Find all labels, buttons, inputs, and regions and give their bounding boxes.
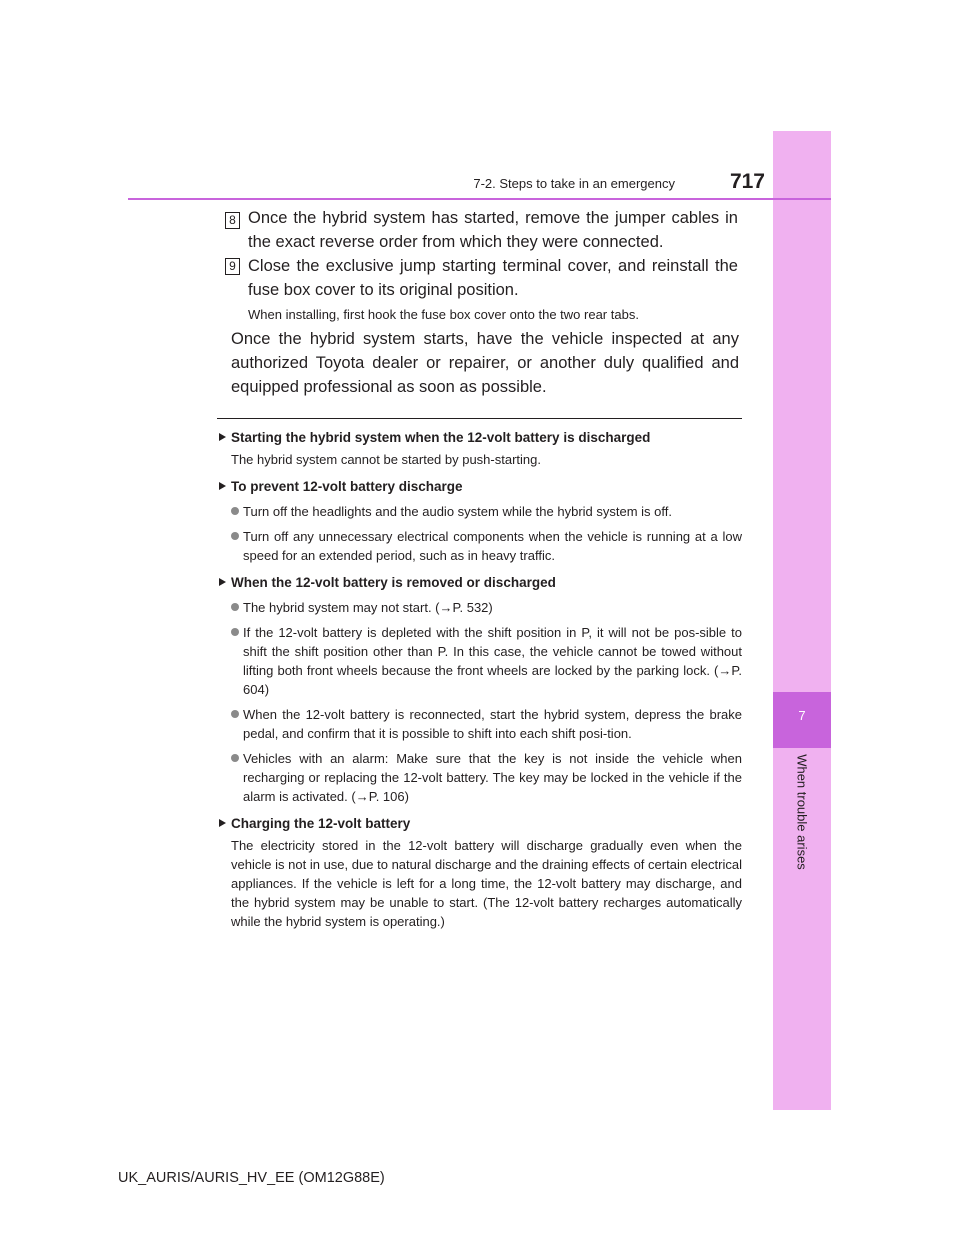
step-number-badge: 9 bbox=[225, 258, 240, 275]
triangle-bullet-icon bbox=[219, 819, 226, 827]
notes-section bbox=[219, 428, 742, 931]
step-text: Once the hybrid system has started, remove the jumper cables in the exact reverse order from which they were connected. bbox=[248, 209, 738, 251]
note-bullet bbox=[219, 749, 742, 806]
chapter-number: 7 bbox=[798, 708, 806, 723]
note-heading-text: To prevent 12-volt battery discharge bbox=[231, 479, 463, 494]
note-heading-text: Starting the hybrid system when the 12-volt battery is discharged bbox=[231, 430, 651, 445]
bullet-dot-icon bbox=[231, 710, 239, 718]
page-number: 717 bbox=[729, 170, 765, 193]
note-bullet bbox=[219, 527, 742, 565]
triangle-bullet-icon bbox=[219, 433, 226, 441]
header-rule bbox=[128, 198, 831, 200]
step-note: When installing, first hook the fuse box cover onto the two rear tabs. bbox=[248, 307, 639, 322]
step-number-badge: 8 bbox=[225, 212, 240, 229]
section-divider bbox=[217, 418, 742, 419]
bullet-dot-icon bbox=[231, 507, 239, 515]
note-body: The electricity stored in the 12-volt battery will discharge gradually even when the vehicle is not in use, due to natural discharge and the draining effects of certain electrical appliances. If the vehicle is left for a long time, the 12-volt battery may discharge, and the hybrid system may be unable to start. (The 12-volt battery recharges automatically while the hybrid system is operating.) bbox=[231, 838, 742, 929]
note-bullet-text: If the 12-volt battery is depleted with the shift position in P, it will not be pos-sible to shift the shift position other than P. In this case, the vehicle cannot be towed without lifting both front wheels because the front wheels are locked by the parking lock. (→P. 604) bbox=[243, 625, 742, 697]
note-heading-text: When the 12-volt battery is removed or discharged bbox=[231, 575, 556, 590]
triangle-bullet-icon bbox=[219, 578, 226, 586]
note-heading bbox=[219, 814, 742, 833]
note-heading bbox=[219, 428, 742, 447]
note-bullet-text: Turn off the headlights and the audio system while the hybrid system is off. bbox=[243, 504, 672, 519]
bullet-dot-icon bbox=[231, 532, 239, 540]
chapter-side-tab bbox=[773, 131, 831, 1110]
bullet-dot-icon bbox=[231, 628, 239, 636]
step-text: Close the exclusive jump starting terminal cover, and reinstall the fuse box cover to its original position. bbox=[248, 257, 738, 299]
document-footer: UK_AURIS/AURIS_HV_EE (OM12G88E) bbox=[118, 1170, 385, 1186]
note-bullet bbox=[219, 598, 742, 617]
chapter-title: When trouble arises bbox=[794, 754, 810, 870]
note-heading bbox=[219, 477, 742, 496]
triangle-bullet-icon bbox=[219, 482, 226, 490]
note-heading-text: Charging the 12-volt battery bbox=[231, 816, 411, 831]
note-body: The hybrid system cannot be started by push-starting. bbox=[231, 452, 541, 467]
bullet-dot-icon bbox=[231, 754, 239, 762]
note-bullet-text: When the 12-volt battery is reconnected, start the hybrid system, depress the brake pedal, and confirm that it is possible to shift into each shift posi-tion. bbox=[243, 707, 742, 741]
note-bullet-text: The hybrid system may not start. (→P. 532) bbox=[243, 600, 493, 615]
note-bullet-text: Vehicles with an alarm: Make sure that the key is not inside the vehicle when recharging or replacing the 12-volt battery. The key may be locked in the vehicle if the alarm is activated. (→P. 106) bbox=[243, 751, 742, 804]
closing-paragraph: Once the hybrid system starts, have the vehicle inspected at any authorized Toyota dealer or repairer, or another duly qualified and equipped professional as soon as possible. bbox=[231, 330, 739, 396]
bullet-dot-icon bbox=[231, 603, 239, 611]
note-bullet bbox=[219, 623, 742, 699]
note-heading bbox=[219, 573, 742, 592]
note-bullet-text: Turn off any unnecessary electrical components when the vehicle is running at a low speed for an extended period, such as in heavy traffic. bbox=[243, 529, 742, 563]
note-bullet bbox=[219, 705, 742, 743]
note-bullet bbox=[219, 502, 742, 521]
section-title: 7-2. Steps to take in an emergency bbox=[473, 176, 675, 191]
